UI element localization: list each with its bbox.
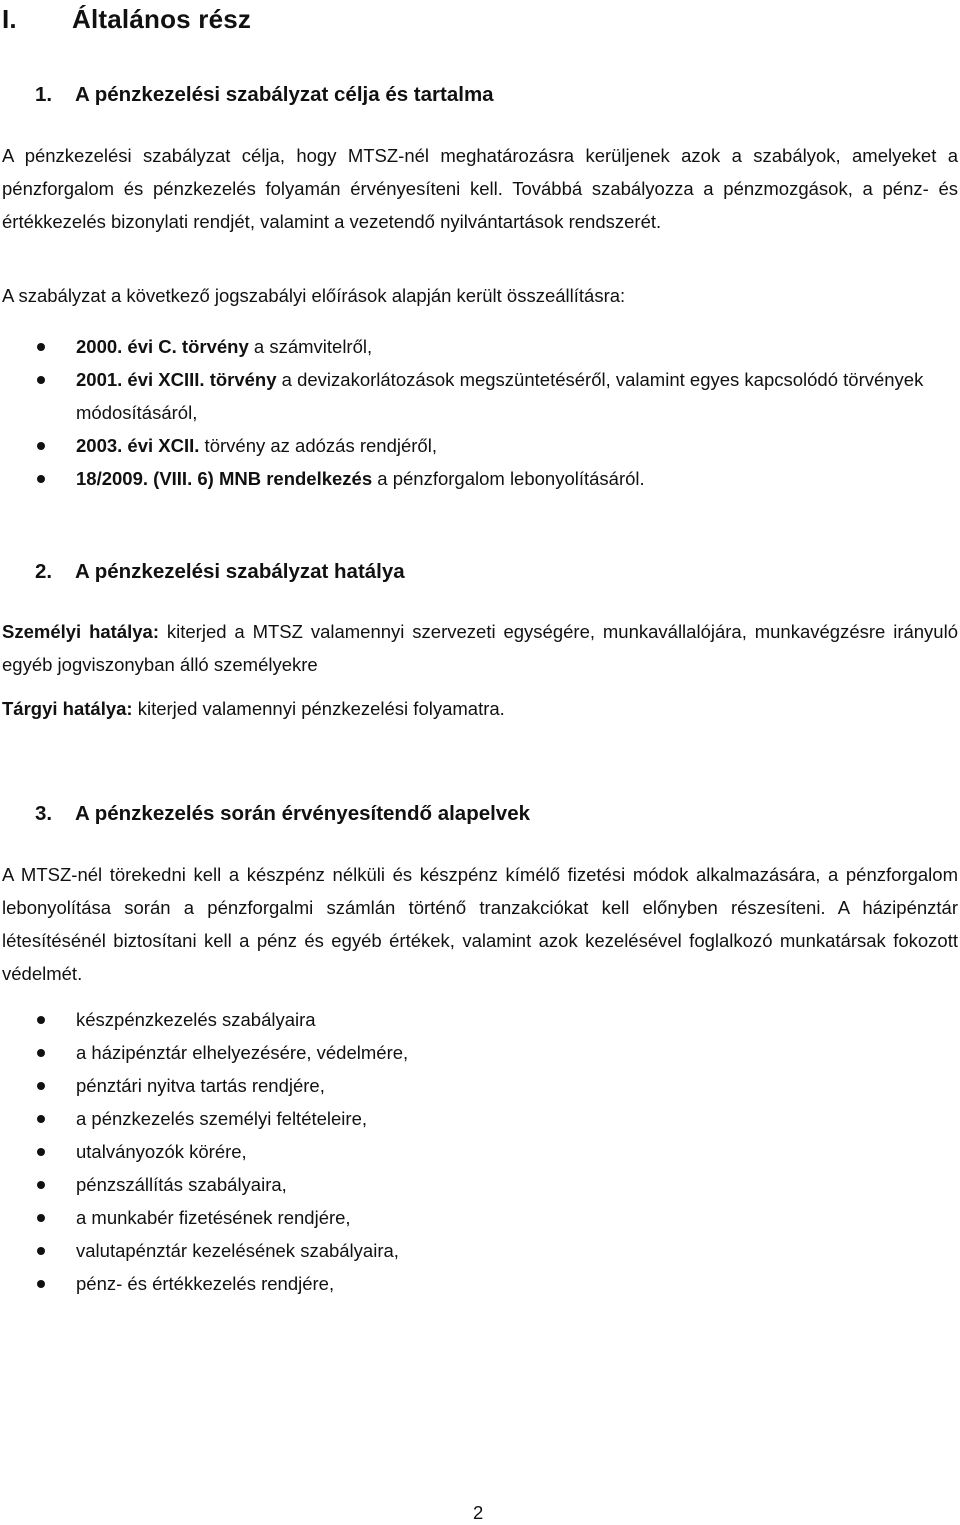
subsection-3-number: 3. [35, 802, 53, 825]
subject-scope-line [2, 698, 505, 720]
list-item: valutapénztár kezelésének szabályaira, [0, 1234, 960, 1267]
list-item: a munkabér fizetésének rendjére, [0, 1201, 960, 1234]
subsection-3-paragraph: A MTSZ-nél törekedni kell a készpénz nélküli és készpénz kímélő fizetési módok alkalmazására, a pénzforgalom lebonyolítása során a pénzforgalmi számlán történő tranzakciókat kell előnyben részesíteni. A házipénztár létesítésénél biztosítani kell a pénz és egyéb értékek, valamint azok kezelésével foglalkozó munkatársak fokozott védelmét. [2, 864, 958, 984]
list-item: pénztári nyitva tartás rendjére, [0, 1069, 960, 1102]
list-item: 18/2009. (VIII. 6) MNB rendelkezés a pénzforgalom lebonyolításáról. [0, 462, 960, 495]
bullet-icon [37, 1115, 45, 1123]
principles-list [0, 1003, 960, 1300]
bullet-icon [37, 1214, 45, 1222]
subsection-3-title: A pénzkezelés során érvényesítendő alapelvek [75, 802, 531, 825]
list-item: 2001. évi XCIII. törvény a devizakorlátozások megszüntetéséről, valamint egyes kapcsolódó törvények módosításáról, [0, 363, 960, 429]
subsection-2-heading [35, 560, 405, 584]
subsection-2-title: A pénzkezelési szabályzat hatálya [75, 560, 405, 583]
list-item: készpénzkezelés szabályaira [0, 1003, 960, 1036]
personal-scope-text: kiterjed a MTSZ valamennyi szervezeti egységére, munkavállalójára, munkavégzésre irányuló egyéb jogviszonyban álló személyekre [2, 621, 958, 675]
bullet-icon [37, 1082, 45, 1090]
list-item: 2000. évi C. törvény a számvitelről, [0, 330, 960, 363]
subject-scope-text: kiterjed valamennyi pénzkezelési folyamatra. [132, 698, 505, 719]
bullet-icon [37, 1247, 45, 1255]
subject-scope-label: Tárgyi hatálya: [2, 698, 133, 719]
bullet-icon [37, 343, 45, 351]
list-item: a pénzkezelés személyi feltételeire, [0, 1102, 960, 1135]
bullet-icon [37, 1049, 45, 1057]
list-item: pénzszállítás szabályaira, [0, 1168, 960, 1201]
list-item: 2003. évi XCII. törvény az adózás rendjéről, [0, 429, 960, 462]
subsection-1-number: 1. [35, 83, 53, 106]
bullet-icon [37, 1016, 45, 1024]
section-heading [2, 4, 251, 35]
laws-list [0, 330, 960, 495]
subsection-3-heading [35, 802, 530, 826]
personal-scope-label: Személyi hatálya: [2, 621, 159, 642]
bullet-icon [37, 1181, 45, 1189]
subsection-1-title: A pénzkezelési szabályzat célja és tartalma [75, 83, 494, 106]
section-number: I. [2, 4, 17, 34]
subsection-1-paragraph: A pénzkezelési szabályzat célja, hogy MTSZ-nél meghatározásra kerüljenek azok a szabályok, amelyeket a pénzforgalom és pénzkezelés folyamán érvényesíteni kell. Továbbá szabályozza a pénzmozgások, a pénz- és értékkezelés bizonylati rendjét, valamint a vezetendő nyilvántartások rendszerét. [2, 145, 958, 232]
bullet-icon [37, 1280, 45, 1288]
subsection-1-heading [35, 83, 494, 107]
subsection-2-number: 2. [35, 560, 53, 583]
personal-scope-paragraph [2, 615, 958, 681]
bullet-icon [37, 475, 45, 483]
bullet-icon [37, 376, 45, 384]
list-item: a házipénztár elhelyezésére, védelmére, [0, 1036, 960, 1069]
laws-intro: A szabályzat a következő jogszabályi előírások alapján került összeállításra: [2, 285, 626, 306]
bullet-icon [37, 442, 45, 450]
list-item: pénz- és értékkezelés rendjére, [0, 1267, 960, 1300]
bullet-icon [37, 1148, 45, 1156]
section-title: Általános rész [72, 4, 252, 34]
list-item: utalványozók körére, [0, 1135, 960, 1168]
page-number: 2 [473, 1502, 484, 1523]
